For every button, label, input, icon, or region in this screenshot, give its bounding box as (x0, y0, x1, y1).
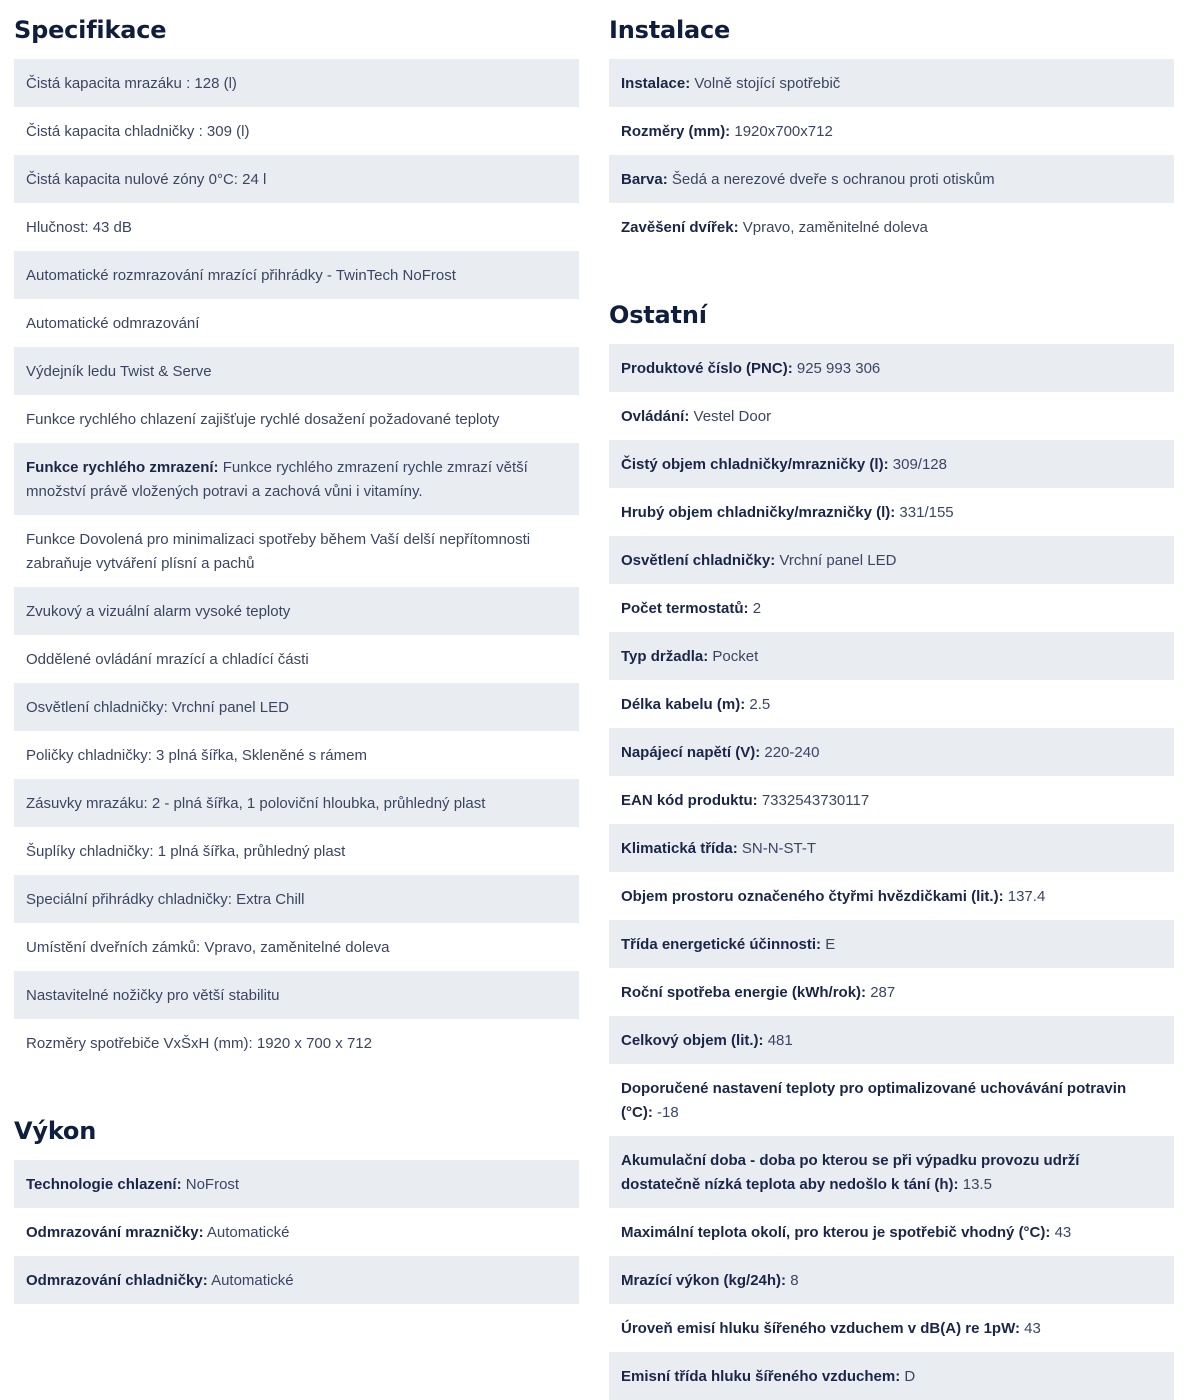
spec-value: 137.4 (1007, 888, 1046, 905)
ostatni-list (609, 344, 1174, 1400)
spec-value: -18 (657, 1104, 679, 1121)
spec-text: Nastavitelné nožičky pro větší stabilitu (26, 987, 280, 1004)
spec-text: Čistá kapacita nulové zóny 0°C: 24 l (26, 171, 267, 188)
spec-row (609, 1016, 1174, 1064)
spec-row (14, 1208, 579, 1256)
spec-row (14, 587, 579, 635)
spec-row (14, 251, 579, 299)
spec-key: Osvětlení chladničky: (621, 552, 776, 569)
spec-row (14, 635, 579, 683)
spec-value: 2 (752, 600, 762, 617)
spec-key: Emisní třída hluku šířeného vzduchem: (621, 1368, 901, 1385)
spec-row (609, 968, 1174, 1016)
spec-text: Funkce rychlého chlazení zajišťuje rychlé dosažení požadované teploty (26, 411, 500, 428)
spec-row (609, 1064, 1174, 1136)
spec-text: Umístění dveřních zámků: Vpravo, zaměnitelné doleva (26, 939, 390, 956)
spec-row (14, 923, 579, 971)
spec-key: Funkce rychlého zmrazení: (26, 459, 219, 476)
spec-value: Šedá a nerezové dveře s ochranou proti otiskům (671, 171, 995, 188)
spec-row (609, 1256, 1174, 1304)
spec-key: Napájecí napětí (V): (621, 744, 761, 761)
spec-row (609, 392, 1174, 440)
spec-key: Počet termostatů: (621, 600, 749, 617)
spec-row (609, 1136, 1174, 1208)
spec-row (609, 824, 1174, 872)
spec-key: Délka kabelu (m): (621, 696, 746, 713)
spec-row (609, 440, 1174, 488)
spec-row (609, 920, 1174, 968)
spec-text: Čistá kapacita chladničky : 309 (l) (26, 123, 250, 140)
spec-row (14, 443, 579, 515)
spec-text: Zásuvky mrazáku: 2 - plná šířka, 1 poloviční hloubka, průhledný plast (26, 795, 486, 812)
spec-key: Doporučené nastavení teploty pro optimalizované uchovávání potravin (°C): (621, 1080, 1127, 1121)
spec-row (609, 680, 1174, 728)
spec-key: Barva: (621, 171, 668, 188)
spec-text: Funkce Dovolená pro minimalizaci spotřeby během Vaší delší nepřítomnosti zabraňuje vytváření plísní a pachů (26, 531, 531, 572)
spec-row (14, 347, 579, 395)
spec-row (14, 1160, 579, 1208)
spec-row (14, 779, 579, 827)
spec-row (609, 1352, 1174, 1400)
spec-value: 331/155 (899, 504, 954, 521)
spec-row (609, 155, 1174, 203)
spec-row (14, 59, 579, 107)
spec-key: Čistý objem chladničky/mrazničky (l): (621, 456, 889, 473)
spec-key: Typ držadla: (621, 648, 709, 665)
spec-value: Pocket (712, 648, 759, 665)
spec-row (14, 875, 579, 923)
spec-text: Čistá kapacita mrazáku : 128 (l) (26, 75, 237, 92)
spec-value: 220-240 (764, 744, 820, 761)
spec-key: Třída energetické účinnosti: (621, 936, 822, 953)
section-title-vykon: Výkon (14, 1117, 97, 1145)
section-title-instalace: Instalace (609, 16, 731, 44)
spec-list (14, 59, 579, 1067)
spec-key: Odmrazování mrazničky: (26, 1224, 204, 1241)
spec-row (14, 299, 579, 347)
spec-key: EAN kód produktu: (621, 792, 758, 809)
spec-key: Rozměry (mm): (621, 123, 731, 140)
spec-value: 43 (1024, 1320, 1041, 1337)
spec-value: Funkce rychlého zmrazení rychle zmrazí větší množství právě vložených potravi a zachová vůni i vitamíny. (26, 459, 528, 500)
spec-text: Poličky chladničky: 3 plná šířka, Skleněné s rámem (26, 747, 367, 764)
spec-value: 2.5 (749, 696, 771, 713)
spec-row (14, 515, 579, 587)
spec-row (14, 107, 579, 155)
spec-key: Klimatická třída: (621, 840, 738, 857)
section-title-specifikace: Specifikace (14, 16, 167, 44)
spec-row (609, 488, 1174, 536)
spec-value: Vestel Door (693, 408, 772, 425)
spec-text: Výdejník ledu Twist & Serve (26, 363, 212, 380)
spec-key: Hrubý objem chladničky/mrazničky (l): (621, 504, 896, 521)
spec-text: Zvukový a vizuální alarm vysoké teploty (26, 603, 291, 620)
spec-key: Odmrazování chladničky: (26, 1272, 208, 1289)
spec-value: 925 993 306 (796, 360, 881, 377)
spec-value: 7332543730117 (761, 792, 870, 809)
spec-row (609, 872, 1174, 920)
spec-value: 287 (870, 984, 896, 1001)
spec-value: Vrchní panel LED (779, 552, 897, 569)
spec-row (14, 683, 579, 731)
spec-value: SN-N-ST-T (741, 840, 817, 857)
spec-text: Rozměry spotřebiče VxŠxH (mm): 1920 x 700 x 712 (26, 1035, 372, 1052)
spec-text: Osvětlení chladničky: Vrchní panel LED (26, 699, 289, 716)
spec-row (609, 1304, 1174, 1352)
spec-value: D (904, 1368, 916, 1385)
spec-row (609, 1208, 1174, 1256)
spec-row (609, 203, 1174, 251)
spec-text: Automatické odmrazování (26, 315, 200, 332)
spec-key: Mrazící výkon (kg/24h): (621, 1272, 787, 1289)
spec-text: Automatické rozmrazování mrazící přihrádky - TwinTech NoFrost (26, 267, 456, 284)
spec-row (609, 632, 1174, 680)
spec-row (14, 1019, 579, 1067)
spec-value: 309/128 (892, 456, 947, 473)
spec-value: Automatické (206, 1224, 290, 1241)
spec-key: Ovládání: (621, 408, 690, 425)
spec-key: Objem prostoru označeného čtyřmi hvězdičkami (lit.): (621, 888, 1004, 905)
spec-key: Maximální teplota okolí, pro kterou je spotřebič vhodný (°C): (621, 1224, 1051, 1241)
spec-key: Roční spotřeba energie (kWh/rok): (621, 984, 867, 1001)
spec-row (609, 107, 1174, 155)
spec-key: Akumulační doba - doba po kterou se při výpadku provozu udrží dostatečně nízká teplota aby nedošlo k tání (h): (621, 1152, 1080, 1193)
spec-value: 13.5 (962, 1176, 992, 1193)
spec-text: Oddělené ovládání mrazící a chladící části (26, 651, 309, 668)
spec-value: 1920x700x712 (734, 123, 833, 140)
spec-row (14, 827, 579, 875)
spec-row (609, 584, 1174, 632)
spec-row (609, 536, 1174, 584)
spec-row (14, 395, 579, 443)
spec-value: 43 (1054, 1224, 1072, 1241)
section-title-ostatni: Ostatní (609, 301, 707, 329)
right-column (609, 0, 1174, 1400)
vykon-list (14, 1160, 579, 1304)
spec-text: Speciální přihrádky chladničky: Extra Chill (26, 891, 305, 908)
spec-value: E (825, 936, 836, 953)
spec-value: Automatické (211, 1272, 294, 1289)
spec-row (609, 344, 1174, 392)
spec-key: Produktové číslo (PNC): (621, 360, 793, 377)
spec-row (609, 776, 1174, 824)
spec-value: Volně stojící spotřebič (694, 75, 841, 92)
spec-row (14, 971, 579, 1019)
spec-key: Instalace: (621, 75, 691, 92)
spec-row (14, 155, 579, 203)
spec-text: Šuplíky chladničky: 1 plná šířka, průhledný plast (26, 843, 346, 860)
spec-text: Hlučnost: 43 dB (26, 219, 132, 236)
spec-value: NoFrost (185, 1176, 240, 1193)
spec-key: Technologie chlazení: (26, 1176, 182, 1193)
spec-key: Celkový objem (lit.): (621, 1032, 764, 1049)
spec-row (14, 203, 579, 251)
left-column (14, 0, 579, 1304)
spec-row (609, 59, 1174, 107)
spec-row (609, 728, 1174, 776)
spec-value: Vpravo, zaměnitelné doleva (742, 219, 928, 236)
spec-key: Zavěšení dvířek: (621, 219, 739, 236)
instalace-list (609, 59, 1174, 251)
spec-value: 481 (767, 1032, 793, 1049)
spec-row (14, 1256, 579, 1304)
spec-key: Úroveň emisí hluku šířeného vzduchem v dB(A) re 1pW: (621, 1320, 1020, 1337)
spec-value: 8 (790, 1272, 799, 1289)
spec-row (14, 731, 579, 779)
